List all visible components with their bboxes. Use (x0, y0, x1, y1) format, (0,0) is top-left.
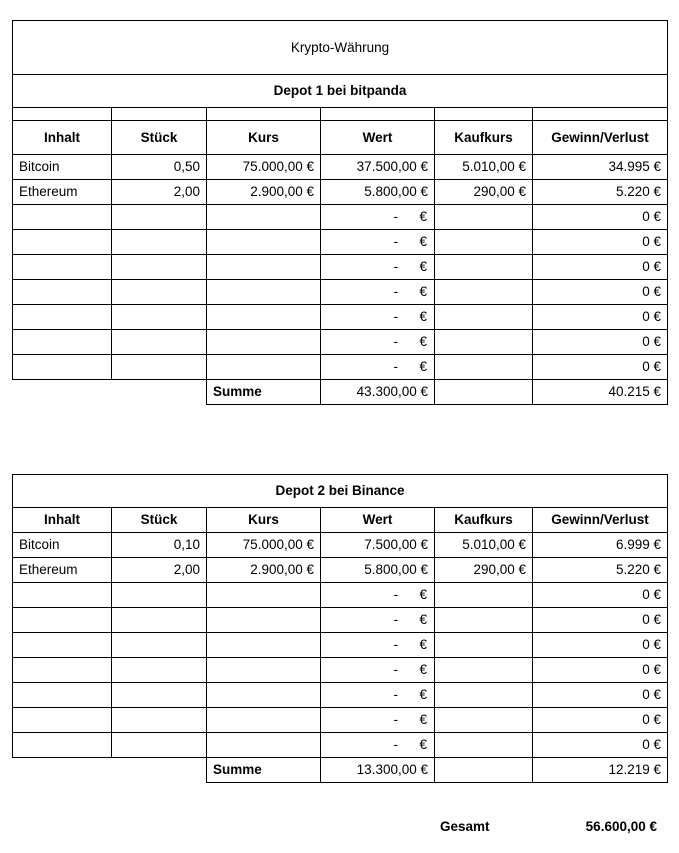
column-header-wert: Wert (321, 508, 435, 533)
cell-stueck[interactable] (112, 658, 207, 683)
cell-kaufkurs[interactable] (435, 230, 533, 255)
cell-wert[interactable] (321, 583, 435, 608)
cell-stueck[interactable] (112, 255, 207, 280)
cell-kaufkurs[interactable]: 5.010,00 € (435, 533, 533, 558)
cell-inhatl[interactable] (13, 608, 112, 633)
cell-stueck[interactable]: 0,10 (112, 533, 207, 558)
cell-wert[interactable] (321, 658, 435, 683)
cell-wert[interactable] (321, 355, 435, 380)
cell-gewinn[interactable]: 6.999 € (533, 533, 668, 558)
cell-wert-dash: - (393, 209, 398, 224)
cell-stueck[interactable] (112, 355, 207, 380)
cell-wert[interactable] (321, 230, 435, 255)
cell-kurs[interactable] (207, 330, 321, 355)
cell-kaufkurs[interactable] (435, 205, 533, 230)
header-spacer-cell (321, 108, 435, 121)
column-header-kurs: Kurs (207, 508, 321, 533)
table-row (13, 205, 668, 230)
cell-wert-currency: € (419, 334, 427, 349)
cell-kurs[interactable] (207, 305, 321, 330)
cell-gewinn[interactable]: 0 € (533, 255, 668, 280)
cell-kaufkurs[interactable]: 5.010,00 € (435, 155, 533, 180)
cell-stueck[interactable]: 2,00 (112, 558, 207, 583)
column-header-stueck: Stück (112, 121, 207, 155)
cell-kurs[interactable]: 75.000,00 € (207, 155, 321, 180)
cell-stueck[interactable]: 2,00 (112, 180, 207, 205)
cell-stueck[interactable] (112, 708, 207, 733)
cell-wert[interactable]: 5.800,00 € (321, 558, 435, 583)
cell-wert[interactable]: 37.500,00 € (321, 155, 435, 180)
cell-kaufkurs[interactable]: 290,00 € (435, 180, 533, 205)
depot-1-table (12, 20, 668, 405)
cell-wert[interactable] (321, 683, 435, 708)
summary-spacer-cell (112, 758, 207, 783)
cell-kaufkurs[interactable] (435, 608, 533, 633)
cell-kaufkurs[interactable] (435, 583, 533, 608)
cell-wert[interactable] (321, 255, 435, 280)
cell-kaufkurs[interactable] (435, 633, 533, 658)
cell-kurs[interactable] (207, 230, 321, 255)
cell-stueck[interactable] (112, 733, 207, 758)
cell-gewinn[interactable]: 5.220 € (533, 180, 668, 205)
depot-2-banner: Depot 2 bei Binance (13, 475, 668, 508)
cell-kaufkurs[interactable] (435, 733, 533, 758)
cell-inhatl[interactable] (13, 658, 112, 683)
cell-inhatl[interactable] (13, 633, 112, 658)
cell-kurs[interactable] (207, 658, 321, 683)
cell-kaufkurs[interactable] (435, 708, 533, 733)
cell-kurs[interactable] (207, 708, 321, 733)
cell-inhatl[interactable] (13, 683, 112, 708)
cell-wert[interactable] (321, 708, 435, 733)
cell-wert-dash: - (393, 259, 398, 274)
cell-inhatl[interactable]: Bitcoin (13, 533, 112, 558)
table-row (13, 305, 668, 330)
column-header-kaufkurs: Kaufkurs (435, 121, 533, 155)
grand-total-value: 56.600,00 € (585, 819, 657, 834)
summary-label: Summe (207, 380, 321, 405)
depot-banner-row (13, 75, 668, 108)
table-row (13, 683, 668, 708)
cell-wert-currency: € (419, 737, 427, 752)
cell-kurs[interactable] (207, 355, 321, 380)
cell-wert[interactable] (321, 280, 435, 305)
cell-kaufkurs[interactable]: 290,00 € (435, 558, 533, 583)
cell-stueck[interactable] (112, 683, 207, 708)
cell-wert-currency: € (419, 637, 427, 652)
cell-kurs[interactable] (207, 733, 321, 758)
summary-gewinn[interactable]: 12.219 € (533, 758, 668, 783)
column-header-gewinn: Gewinn/Verlust (533, 508, 668, 533)
column-header-row (13, 121, 668, 155)
table-row (13, 608, 668, 633)
cell-gewinn[interactable]: 34.995 € (533, 155, 668, 180)
cell-wert-currency: € (419, 687, 427, 702)
cell-inhatl[interactable] (13, 355, 112, 380)
cell-inhatl[interactable] (13, 230, 112, 255)
summary-row (13, 380, 668, 405)
page-title: Krypto-Währung (13, 21, 668, 75)
cell-kaufkurs[interactable] (435, 280, 533, 305)
summary-spacer-cell (13, 380, 112, 405)
cell-wert-dash: - (393, 612, 398, 627)
cell-wert-dash: - (393, 712, 398, 727)
cell-wert-currency: € (419, 284, 427, 299)
grand-total-label: Gesamt (440, 819, 490, 834)
cell-stueck[interactable] (112, 205, 207, 230)
cell-stueck[interactable] (112, 608, 207, 633)
cell-gewinn[interactable]: 0 € (533, 683, 668, 708)
header-spacer-cell (13, 108, 112, 121)
cell-inhatl[interactable] (13, 708, 112, 733)
table-row (13, 708, 668, 733)
cell-kaufkurs[interactable] (435, 683, 533, 708)
cell-kurs[interactable] (207, 683, 321, 708)
cell-kurs[interactable] (207, 583, 321, 608)
summary-label: Summe (207, 758, 321, 783)
column-header-inhalt: Inhalt (13, 121, 112, 155)
cell-gewinn[interactable]: 0 € (533, 280, 668, 305)
cell-wert-currency: € (419, 209, 427, 224)
cell-kurs[interactable] (207, 255, 321, 280)
cell-gewinn[interactable]: 0 € (533, 708, 668, 733)
cell-wert-dash: - (393, 687, 398, 702)
cell-kaufkurs[interactable] (435, 330, 533, 355)
table-row (13, 180, 668, 205)
cell-wert-currency: € (419, 712, 427, 727)
table-row (13, 330, 668, 355)
cell-gewinn[interactable]: 0 € (533, 733, 668, 758)
cell-gewinn[interactable]: 0 € (533, 608, 668, 633)
summary-kaufkurs[interactable] (435, 380, 533, 405)
cell-wert[interactable]: 7.500,00 € (321, 533, 435, 558)
cell-stueck[interactable] (112, 583, 207, 608)
cell-inhatl[interactable] (13, 255, 112, 280)
cell-kaufkurs[interactable] (435, 658, 533, 683)
cell-inhatl[interactable] (13, 205, 112, 230)
table-row (13, 583, 668, 608)
column-header-kurs: Kurs (207, 121, 321, 155)
cell-gewinn[interactable]: 0 € (533, 583, 668, 608)
column-header-wert: Wert (321, 121, 435, 155)
cell-kurs[interactable] (207, 608, 321, 633)
cell-gewinn[interactable]: 0 € (533, 230, 668, 255)
column-header-stueck: Stück (112, 508, 207, 533)
cell-wert[interactable] (321, 205, 435, 230)
cell-kurs[interactable] (207, 280, 321, 305)
column-header-gewinn: Gewinn/Verlust (533, 121, 668, 155)
table-row (13, 658, 668, 683)
column-header-inhalt: Inhalt (13, 508, 112, 533)
summary-spacer-cell (13, 758, 112, 783)
table-row (13, 280, 668, 305)
depot-banner-row (13, 475, 668, 508)
cell-inhatl[interactable]: Ethereum (13, 558, 112, 583)
summary-gewinn[interactable]: 40.215 € (533, 380, 668, 405)
cell-inhatl[interactable] (13, 733, 112, 758)
cell-inhatl[interactable] (13, 330, 112, 355)
header-spacer-cell (112, 108, 207, 121)
cell-kaufkurs[interactable] (435, 255, 533, 280)
cell-wert-dash: - (393, 284, 398, 299)
summary-row (13, 758, 668, 783)
cell-wert-dash: - (393, 359, 398, 374)
cell-stueck[interactable] (112, 230, 207, 255)
cell-gewinn[interactable]: 0 € (533, 305, 668, 330)
cell-wert-dash: - (393, 309, 398, 324)
column-header-row (13, 508, 668, 533)
header-spacer-cell (207, 108, 321, 121)
depot-2-table (12, 474, 668, 783)
cell-kurs[interactable]: 75.000,00 € (207, 533, 321, 558)
cell-wert[interactable] (321, 633, 435, 658)
cell-wert[interactable]: 5.800,00 € (321, 180, 435, 205)
cell-kurs[interactable]: 2.900,00 € (207, 558, 321, 583)
document-title-row (13, 21, 668, 75)
summary-kaufkurs[interactable] (435, 758, 533, 783)
cell-inhatl[interactable] (13, 280, 112, 305)
cell-wert-dash: - (393, 587, 398, 602)
cell-gewinn[interactable]: 0 € (533, 330, 668, 355)
cell-inhatl[interactable] (13, 305, 112, 330)
cell-kurs[interactable]: 2.900,00 € (207, 180, 321, 205)
cell-gewinn[interactable]: 0 € (533, 205, 668, 230)
summary-wert[interactable]: 13.300,00 € (321, 758, 435, 783)
cell-stueck[interactable] (112, 305, 207, 330)
table-row (13, 230, 668, 255)
cell-kaufkurs[interactable] (435, 355, 533, 380)
cell-stueck[interactable] (112, 280, 207, 305)
cell-gewinn[interactable]: 0 € (533, 633, 668, 658)
cell-inhatl[interactable]: Bitcoin (13, 155, 112, 180)
cell-stueck[interactable] (112, 633, 207, 658)
cell-wert-currency: € (419, 662, 427, 677)
cell-gewinn[interactable]: 0 € (533, 355, 668, 380)
cell-kurs[interactable] (207, 205, 321, 230)
cell-wert-dash: - (393, 234, 398, 249)
table-row (13, 733, 668, 758)
cell-wert-currency: € (419, 309, 427, 324)
cell-stueck[interactable] (112, 330, 207, 355)
cell-wert-currency: € (419, 234, 427, 249)
cell-wert-dash: - (393, 334, 398, 349)
cell-wert[interactable] (321, 305, 435, 330)
header-spacer-cell (533, 108, 668, 121)
table-row (13, 533, 668, 558)
table-row (13, 633, 668, 658)
cell-wert-dash: - (393, 662, 398, 677)
cell-wert-currency: € (419, 612, 427, 627)
header-spacer-cell (435, 108, 533, 121)
cell-wert-currency: € (419, 359, 427, 374)
cell-stueck[interactable]: 0,50 (112, 155, 207, 180)
cell-kurs[interactable] (207, 633, 321, 658)
table-row (13, 255, 668, 280)
cell-wert-currency: € (419, 587, 427, 602)
table-row (13, 558, 668, 583)
table-row (13, 355, 668, 380)
cell-gewinn[interactable]: 5.220 € (533, 558, 668, 583)
header-spacer-row (13, 108, 668, 121)
cell-wert[interactable] (321, 608, 435, 633)
cell-wert-currency: € (419, 259, 427, 274)
summary-spacer-cell (112, 380, 207, 405)
cell-wert[interactable] (321, 733, 435, 758)
depot-1-banner: Depot 1 bei bitpanda (13, 75, 668, 108)
cell-gewinn[interactable]: 0 € (533, 658, 668, 683)
cell-wert[interactable] (321, 330, 435, 355)
cell-inhatl[interactable]: Ethereum (13, 180, 112, 205)
table-row (13, 155, 668, 180)
cell-inhatl[interactable] (13, 583, 112, 608)
cell-wert-dash: - (393, 737, 398, 752)
cell-wert-dash: - (393, 637, 398, 652)
column-header-kaufkurs: Kaufkurs (435, 508, 533, 533)
summary-wert[interactable]: 43.300,00 € (321, 380, 435, 405)
cell-kaufkurs[interactable] (435, 305, 533, 330)
